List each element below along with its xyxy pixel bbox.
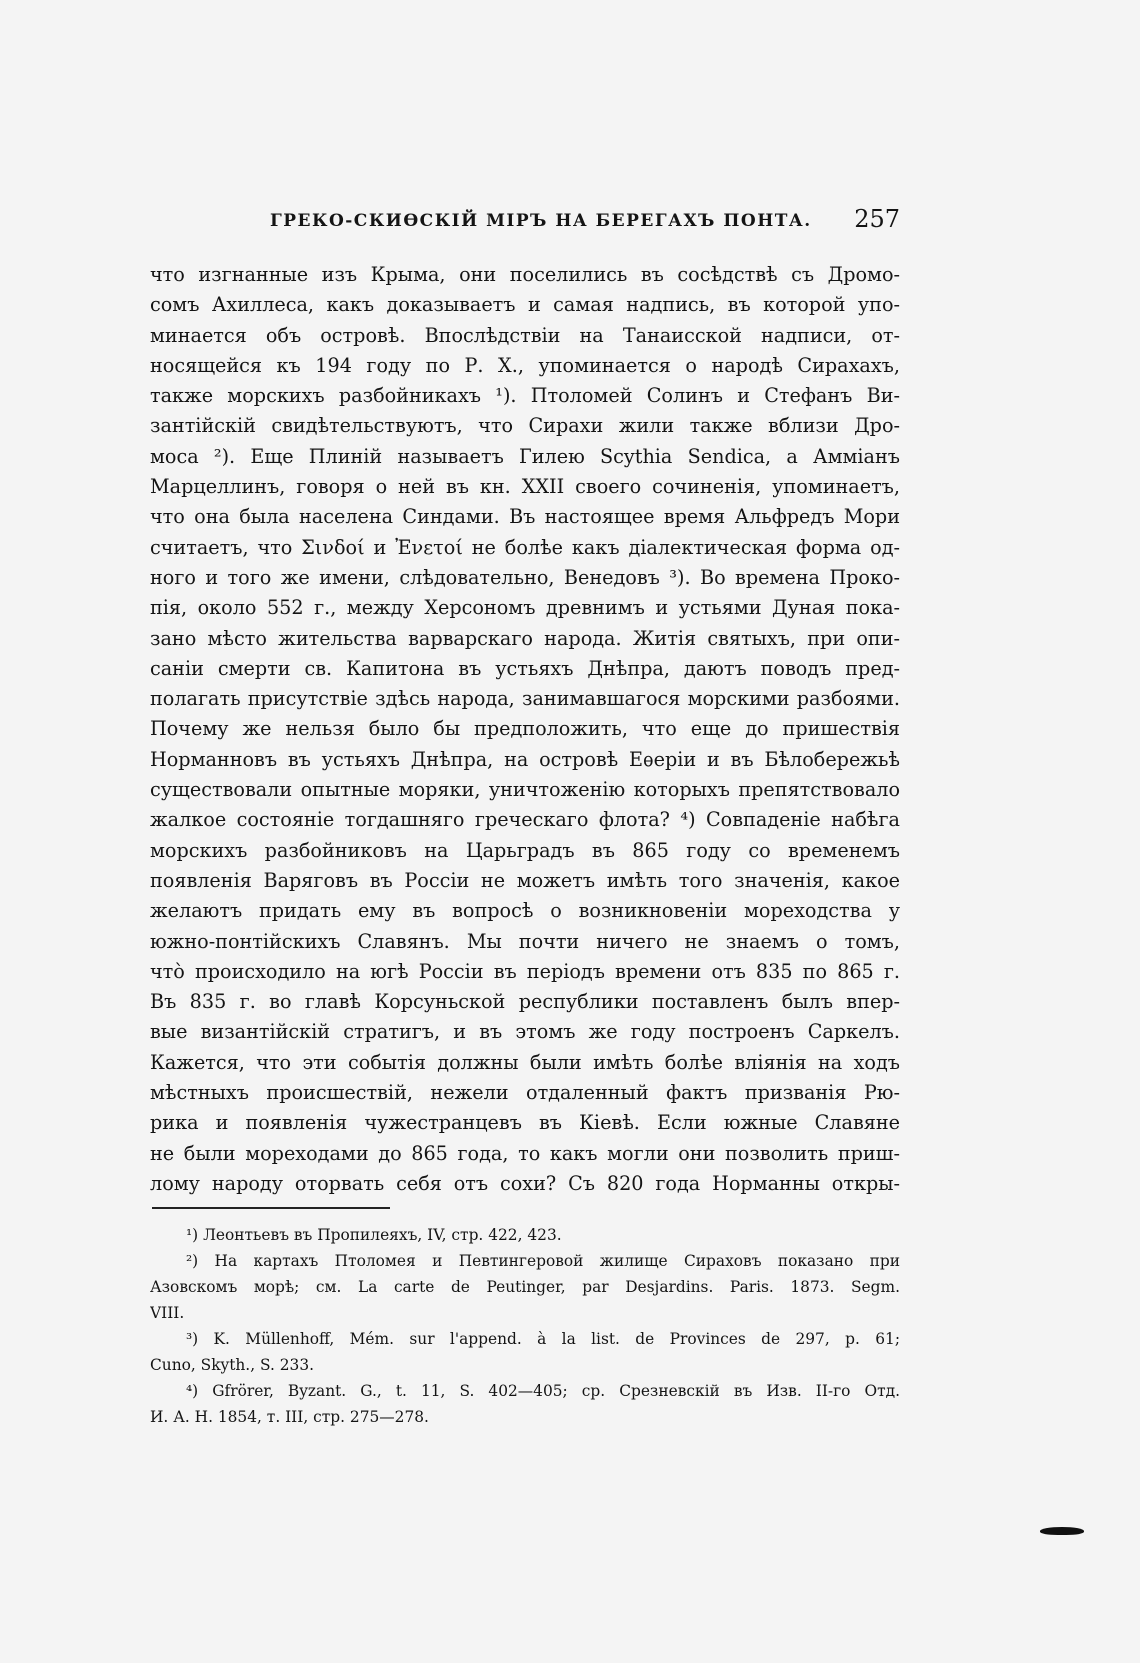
text-line: минается объ островѣ. Впослѣдствіи на Танаисской надписи, от- bbox=[150, 323, 900, 347]
footnote-line: ⁴) Gfrörer, Byzant. G., t. 11, S. 402—405; ср. Срезневскій въ Изв. II-го Отд. bbox=[186, 1382, 900, 1400]
footnote-line: ³) K. Müllenhoff, Mém. sur l'append. à la list. de Provinces de 297, p. 61; bbox=[186, 1330, 900, 1348]
text-line: жалкое состояніе тогдашняго греческаго флота? ⁴) Совпаденіе набѣга bbox=[150, 808, 900, 832]
text-line: полагать присутствіе здѣсь народа, занимавшагося морскими разбоями. bbox=[150, 687, 900, 711]
text-line: южно-понтійскихъ Славянъ. Мы почти ничего не знаемъ о томъ, bbox=[150, 929, 900, 953]
text-line: рика и появленія чужестранцевъ въ Кіевѣ. Если южные Славяне bbox=[150, 1111, 900, 1135]
footnote-line: VIII. bbox=[150, 1304, 185, 1322]
text-line: саніи смерти св. Капитона въ устьяхъ Днѣпра, даютъ поводъ пред- bbox=[150, 656, 900, 680]
text-line: желаютъ придать ему въ вопросѣ о возникновеніи мореходства у bbox=[150, 899, 900, 923]
text-line: также морскихъ разбойникахъ ¹). Птоломей Солинъ и Стефанъ Ви- bbox=[150, 384, 900, 408]
text-line: сомъ Ахиллеса, какъ доказываетъ и самая надпись, въ которой упо- bbox=[150, 293, 900, 317]
footnote-line: И. А. Н. 1854, т. III, стр. 275—278. bbox=[150, 1408, 429, 1426]
text-line: что она была населена Синдами. Въ настоящее время Альфредъ Мори bbox=[150, 505, 900, 529]
text-line: Кажется, что эти событія должны были имѣть болѣе вліянія на ходъ bbox=[150, 1050, 900, 1074]
text-line: Марцеллинъ, говоря о ней въ кн. XXII своего сочиненія, упоминаетъ, bbox=[150, 475, 900, 499]
footnote-line: ¹) Леонтьевъ въ Пропилеяхъ, IV, стр. 422, 423. bbox=[186, 1226, 562, 1244]
footnote-line: ²) На картахъ Птоломея и Певтингеровой жилище Сираховъ показано при bbox=[186, 1252, 900, 1270]
text-line: Почему же нельзя было бы предположить, что еще до пришествія bbox=[150, 717, 900, 741]
footnote-line: Cuno, Skyth., S. 233. bbox=[150, 1356, 315, 1374]
scan-mark bbox=[1040, 1527, 1084, 1535]
text-line: лому народу оторвать себя отъ сохи? Съ 820 года Норманны откры- bbox=[150, 1171, 900, 1195]
text-line: существовали опытные моряки, уничтоженію которыхъ препятствовало bbox=[150, 778, 900, 802]
text-line: морскихъ разбойниковъ на Царьградъ въ 865 году со временемъ bbox=[150, 838, 900, 862]
running-header bbox=[150, 205, 900, 239]
text-line: что̀ происходило на югѣ Россіи въ періодъ времени отъ 835 по 865 г. bbox=[150, 959, 900, 983]
footnote-rule bbox=[152, 1207, 390, 1209]
page-number: 257 bbox=[854, 205, 900, 233]
text-line: пія, около 552 г., между Херсономъ древнимъ и устьями Дуная пока- bbox=[150, 596, 900, 620]
text-line: зантійскій свидѣтельствуютъ, что Сирахи жили также вблизи Дро- bbox=[150, 414, 900, 438]
text-line: появленія Варяговъ въ Россіи не можетъ имѣть того значенія, какое bbox=[150, 868, 900, 892]
text-line: Въ 835 г. во главѣ Корсуньской республики поставленъ былъ впер- bbox=[150, 990, 900, 1014]
text-line: мѣстныхъ происшествій, нежели отдаленный фактъ призванія Рю- bbox=[150, 1081, 900, 1105]
text-line: Норманновъ въ устьяхъ Днѣпра, на островѣ Еѳеріи и въ Бѣлобережьѣ bbox=[150, 747, 900, 771]
text-line: носящейся къ 194 году по Р. Х., упоминается о народѣ Сирахахъ, bbox=[150, 353, 900, 377]
main-text bbox=[150, 260, 900, 1199]
footnote-line: Азовскомъ морѣ; см. La carte de Peutinger, par Desjardins. Paris. 1873. Segm. bbox=[150, 1278, 900, 1296]
text-line: считаетъ, что Σινδοί и Ἐνετοί не болѣе какъ діалектическая форма од- bbox=[150, 535, 900, 559]
footnotes bbox=[150, 1222, 900, 1430]
text-line: моса ²). Еще Плиній называетъ Гилею Scythia Sendica, а Амміанъ bbox=[150, 444, 900, 468]
text-line: ного и того же имени, слѣдовательно, Венедовъ ³). Во времена Проко- bbox=[150, 565, 900, 589]
text-line: вые византійскій стратигъ, и въ этомъ же году построенъ Саркелъ. bbox=[150, 1020, 900, 1044]
text-line: что изгнанные изъ Крыма, они поселились въ сосѣдствѣ съ Дромо- bbox=[150, 263, 900, 286]
running-title: ГРЕКО-СКИѲСКІЙ МІРЪ НА БЕРЕГАХЪ ПОНТА. bbox=[270, 211, 812, 231]
text-line: зано мѣсто жительства варварскаго народа. Житія святыхъ, при опи- bbox=[150, 626, 900, 650]
text-line: не были мореходами до 865 года, то какъ могли они позволить приш- bbox=[150, 1141, 900, 1165]
